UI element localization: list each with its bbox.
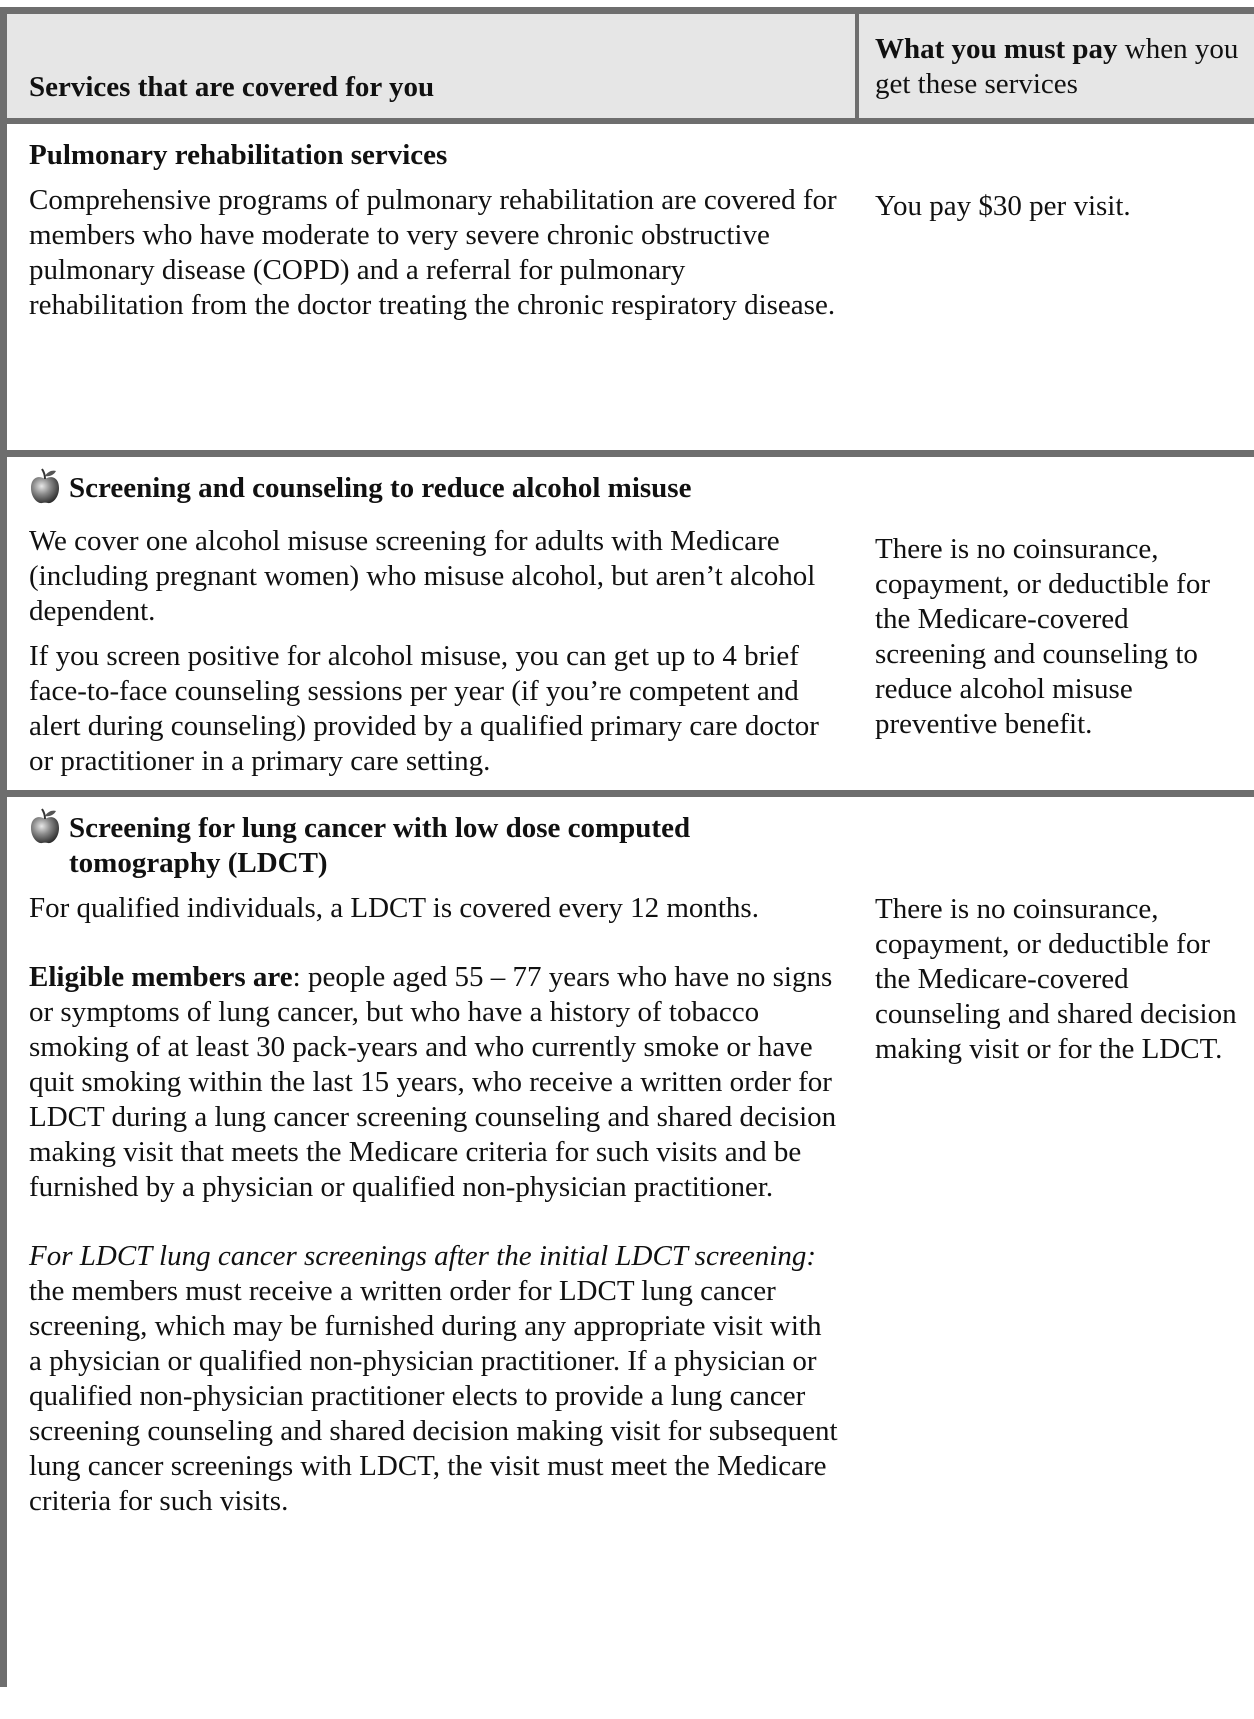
header-pay-rest: when you get these services (875, 33, 1239, 100)
service-title: Screening and counseling to reduce alcohol misuse (29, 471, 839, 514)
service-description: If you screen positive for alcohol misuse, you can get up to 4 brief face-to-face counseling sessions per year (if you’re competent and alert during counseling) provided by a qualified primary care doctor or practitioner in a primary care setting. (29, 640, 819, 777)
apple-icon (29, 467, 61, 514)
table-row (7, 797, 1254, 1687)
cost-text: You pay $30 per visit. (875, 190, 1131, 222)
eligibility-paragraph: Eligible members are: people aged 55 – 77 years who have no signs or symptoms of lung cancer, but who have a history of tobacco smoking of at least 30 pack-years and who currently smoke or have quit smoking within the last 15 years, who receive a written order for LDCT during a lung cancer screening counseling and shared decision making visit that meets the Medicare criteria for such visits and be furnished by a physician or qualified non-physician practitioner. (29, 961, 837, 1203)
service-description: We cover one alcohol misuse screening for adults with Medicare (including pregnant women) who misuse alcohol, but aren’t alcohol dependent. (29, 525, 816, 627)
service-description: Comprehensive programs of pulmonary rehabilitation are covered for members who have moderate to very severe chronic obstructive pulmonary disease (COPD) and a referral for pulmonary rehabilitation from the doctor treating the chronic respiratory disease. (29, 184, 837, 321)
service-cell (7, 124, 859, 450)
benefits-table (0, 7, 1254, 1687)
subsequent-screening-paragraph: For LDCT lung cancer screenings after the initial LDCT screening: the members must receive a written order for LDCT lung cancer screening, which may be furnished during any appropriate visit with a physician or qualified non-physician practitioner. If a physician or qualified non-physician practitioner elects to provide a lung cancer screening counseling and shared decision making visit for subsequent lung cancer screenings with LDCT, the visit must meet the Medicare criteria for such visits. (29, 1240, 838, 1517)
service-cell (7, 457, 859, 790)
service-title: Screening for lung cancer with low dose computed tomography (LDCT) (29, 811, 839, 881)
header-pay-cell (859, 14, 1254, 118)
header-pay-bold: What you must pay (875, 33, 1118, 65)
service-cell (7, 797, 859, 1687)
header-services-cell (7, 14, 859, 118)
service-title: Pulmonary rehabilitation services (29, 139, 448, 171)
cost-cell (859, 797, 1254, 1687)
cost-text: There is no coinsurance, copayment, or deductible for the Medicare-covered counseling and shared decision making visit or for the LDCT. (875, 893, 1237, 1065)
table-header-row (7, 14, 1254, 124)
header-services-label: Services that are covered for you (29, 71, 435, 103)
cost-cell (859, 457, 1254, 790)
cost-cell (859, 124, 1254, 450)
service-description: For qualified individuals, a LDCT is covered every 12 months. (29, 892, 759, 924)
table-row (7, 457, 1254, 797)
table-row (7, 124, 1254, 457)
cost-text: There is no coinsurance, copayment, or deductible for the Medicare-covered screening and counseling to reduce alcohol misuse preventive benefit. (875, 533, 1210, 740)
apple-icon (29, 807, 61, 854)
